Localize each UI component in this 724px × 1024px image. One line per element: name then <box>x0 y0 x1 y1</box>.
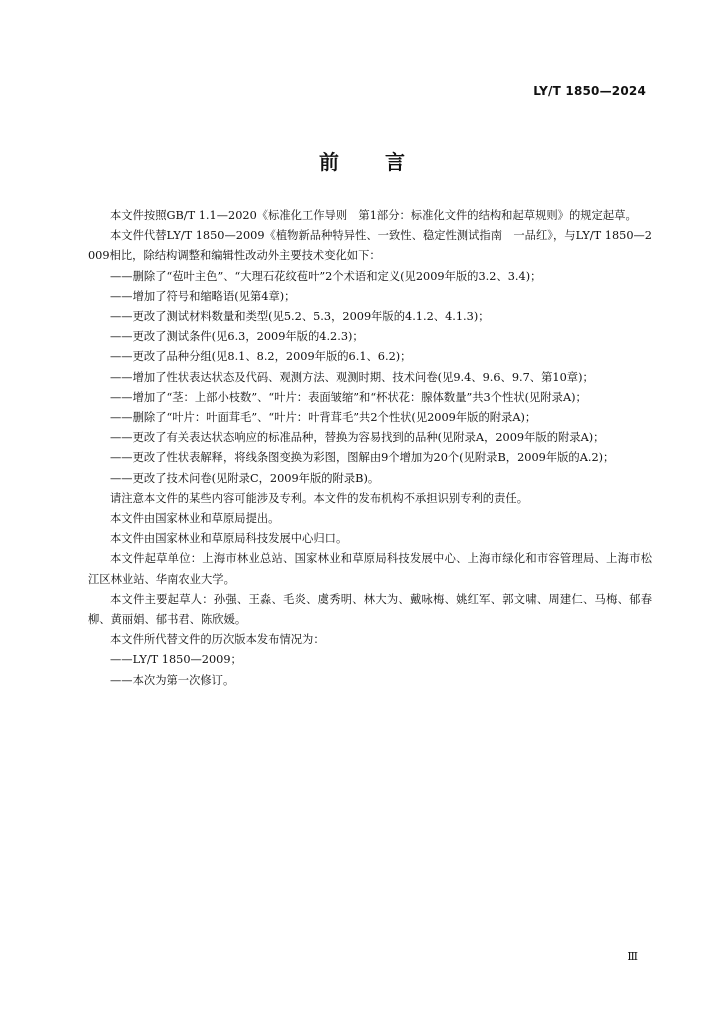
title-char-1: 前 <box>319 150 339 174</box>
change-item: ——更改了品种分组(见8.1、8.2，2009年版的6.1、6.2)； <box>110 350 412 364</box>
change-item: ——更改了测试条件(见6.3，2009年版的4.2.3)； <box>110 330 364 344</box>
paragraph-patent-notice: 请注意本文件的某些内容可能涉及专利。本文件的发布机构不承担识别专利的责任。 <box>110 491 528 505</box>
history-item: ——LY/T 1850—2009； <box>110 653 242 667</box>
paragraph-history-intro: 本文件所代替文件的历次版本发布情况为： <box>110 633 325 647</box>
paragraph-drafters: 本文件主要起草人：孙强、王淼、毛炎、虞秀明、林大为、戴咏梅、姚红军、郭文啸、周建仁、马梅、郁春柳、黄丽娟、郁书君、陈欣媛。 <box>88 592 652 627</box>
change-item: ——增加了性状表达状态及代码、观测方法、观测时期、技术问卷(见9.4、9.6、9.7、第10章)； <box>110 370 594 384</box>
change-item: ——更改了性状表解释，将线条图变换为彩图，图解由9个增加为20个(见附录B，2009年版的A.2)； <box>110 451 615 465</box>
change-item: ——增加了符号和缩略语(见第4章)； <box>110 289 296 303</box>
paragraph-replacement: 本文件代替LY/T 1850—2009《植物新品种特异性、一致性、稳定性测试指南 一品红》，与LY/T 1850—2009相比，除结构调整和编辑性改动外主要技术变化如下： <box>88 229 652 263</box>
change-item: ——删除了“苞叶主色”、“大理石花纹苞叶”2个术语和定义(见2009年版的3.2、3.4)； <box>110 269 542 283</box>
standard-code: LY/T 1850—2024 <box>533 84 646 98</box>
paragraph-drafting-rules: 本文件按照GB/T 1.1—2020《标准化工作导则 第1部分：标准化文件的结构和起草规则》的规定起草。 <box>110 209 637 222</box>
paragraph-administrator: 本文件由国家林业和草原局科技发展中心归口。 <box>110 532 348 546</box>
page-number: Ⅲ <box>627 950 638 963</box>
change-item: ——删除了“叶片：叶面茸毛”、“叶片：叶背茸毛”共2个性状(见2009年版的附录A)； <box>110 411 537 425</box>
paragraph-drafting-units: 本文件起草单位：上海市林业总站、国家林业和草原局科技发展中心、上海市绿化和市容管理局、上海市松江区林业站、华南农业大学。 <box>88 552 652 586</box>
paragraph-proposer: 本文件由国家林业和草原局提出。 <box>110 512 280 526</box>
page-title <box>0 146 724 175</box>
foreword-body <box>88 206 652 691</box>
history-item: ——本次为第一次修订。 <box>110 673 235 687</box>
change-item: ——更改了技术问卷(见附录C，2009年版的附录B)。 <box>110 471 380 485</box>
change-item: ——更改了测试材料数量和类型(见5.2、5.3，2009年版的4.1.2、4.1.3)； <box>110 310 490 324</box>
change-item: ——增加了“茎：上部小枝数”、“叶片：表面皱缩”和“杯状花：腺体数量”共3个性状(见附录A)； <box>110 390 587 404</box>
title-char-2: 言 <box>385 150 405 174</box>
change-item: ——更改了有关表达状态响应的标准品种，替换为容易找到的品种(见附录A，2009年版的附录A)； <box>110 431 605 445</box>
